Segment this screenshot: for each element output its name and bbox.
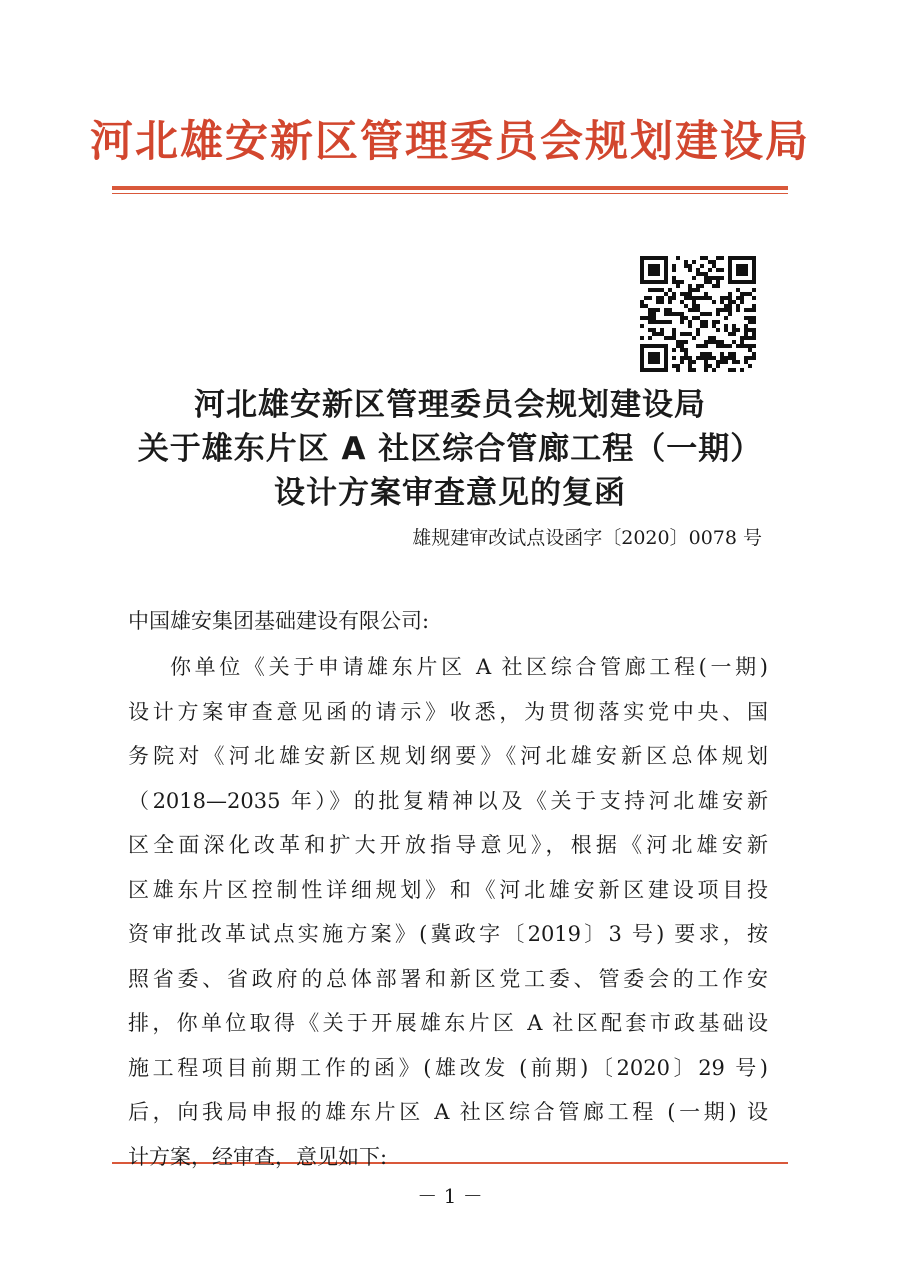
agency-letterhead: 河北雄安新区管理委员会规划建设局 (90, 117, 810, 167)
body-line: 排，你单位取得《关于开展雄东片区 A 社区配套市政基础设 (128, 1011, 768, 1035)
body-line: 你单位《关于申请雄东片区 A 社区综合管廊工程(一期) (170, 655, 768, 679)
doc-title-line-1: 河北雄安新区管理委员会规划建设局 (194, 387, 706, 423)
recipient-line: 中国雄安集团基础建设有限公司: (128, 609, 430, 633)
body-line: 务院对《河北雄安新区规划纲要》《河北雄安新区总体规划 (128, 744, 768, 768)
header-rule-thick (112, 186, 788, 190)
doc-title-line-2: 关于雄东片区 A 社区综合管廊工程（一期） (137, 431, 763, 467)
body-line: 资审批改革试点实施方案》(冀政字〔2019〕3 号) 要求，按 (128, 922, 768, 946)
body-line: 计方案，经审查，意见如下: (128, 1144, 388, 1169)
body-line: 区全面深化改革和扩大开放指导意见》，根据《河北雄安新 (128, 833, 768, 857)
body-line: 设计方案审查意见函的请示》收悉，为贯彻落实党中央、国 (128, 699, 768, 724)
doc-title-line-3: 设计方案审查意见的复函 (274, 475, 626, 511)
document-number: 雄规建审改试点设函字〔2020〕0078 号 (412, 527, 762, 549)
header-rule-thin (112, 193, 788, 194)
body-line: 施工程项目前期工作的函》(雄改发 (前期)〔2020〕29 号) (128, 1055, 768, 1080)
body-line: 区雄东片区控制性详细规划》和《河北雄安新区建设项目投 (128, 877, 768, 902)
qr-code-icon (640, 256, 756, 372)
body-line: （2018—2035 年）》的批复精神以及《关于支持河北雄安新 (128, 788, 768, 813)
body-line: 照省委、省政府的总体部署和新区党工委、管委会的工作安 (128, 966, 768, 991)
body-line: 后，向我局申报的雄东片区 A 社区综合管廊工程 (一期) 设 (128, 1100, 768, 1124)
page-number: － 1 － (417, 1184, 483, 1208)
